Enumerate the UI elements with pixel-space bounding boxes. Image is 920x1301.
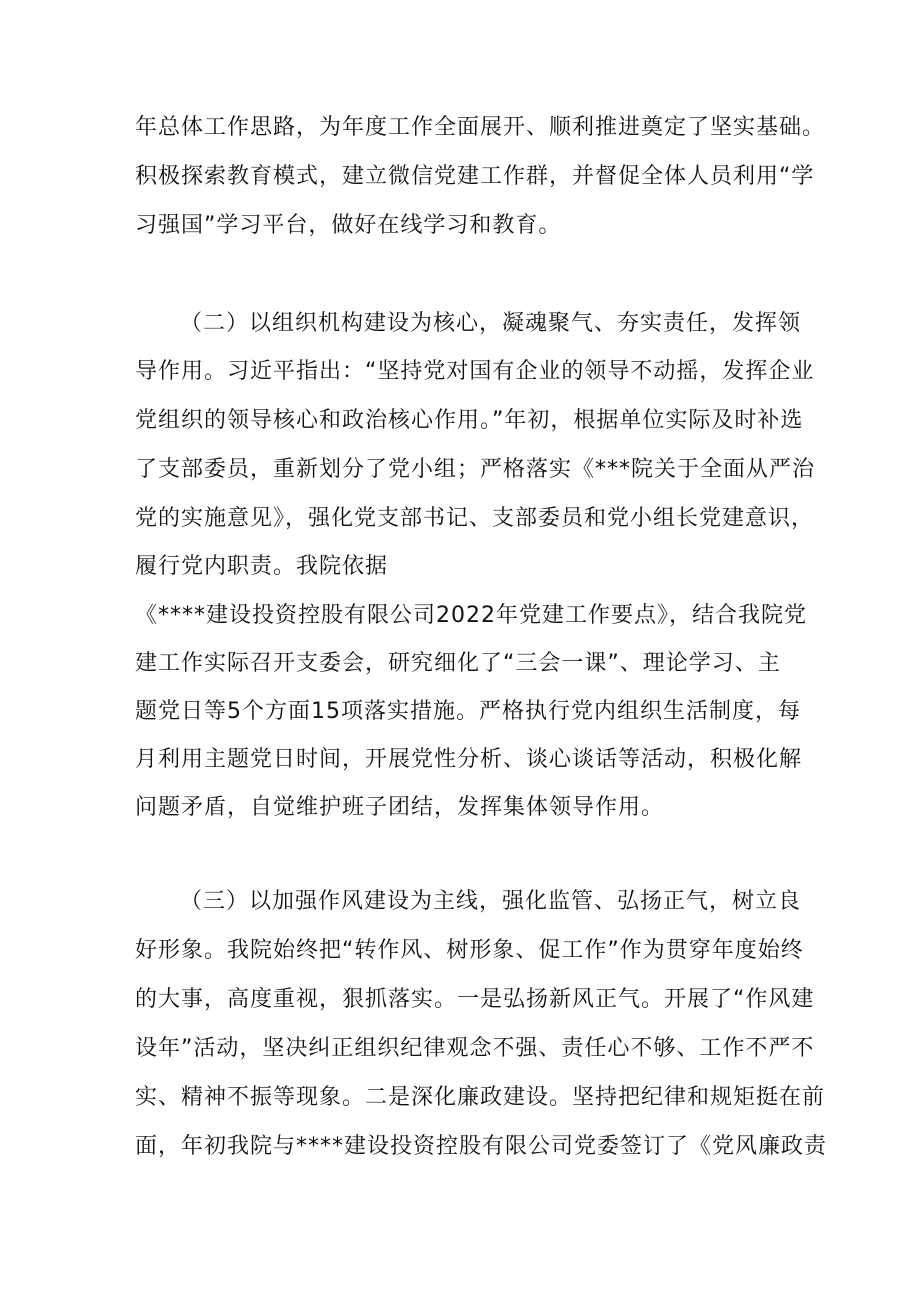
text-line: 《****建设投资控股有限公司2022年党建工作要点》，结合我院党 xyxy=(135,603,807,628)
text-line: 党的实施意见》，强化党支部书记、支部委员和党小组长党建意识， xyxy=(135,506,815,531)
text-line: 建工作实际召开支委会，研究细化了“三会一课”、理论学习、主 xyxy=(135,651,781,676)
paragraph-heading-line: （三）以加强作风建设为主线，强化监管、弘扬正气，树立良 xyxy=(180,889,802,914)
text-line: 的大事，高度重视，狠抓落实。一是弘扬新风正气。开展了“作风建 xyxy=(135,987,815,1012)
text-line: 月利用主题党日时间，开展党性分析、谈心谈话等活动，积极化解 xyxy=(135,747,803,772)
paragraph-heading-line: （二）以组织机构建设为核心，凝魂聚气、夯实责任，发挥领 xyxy=(180,311,802,336)
text-line: 履行党内职责。我院依据 xyxy=(135,554,389,579)
text-line: 党组织的领导核心和政治核心作用。”年初，根据单位实际及时补选 xyxy=(135,408,804,433)
text-line: 好形象。我院始终把“转作风、树形象、促工作”作为贯穿年度始终 xyxy=(135,938,804,963)
text-line: 习强国”学习平台，做好在线学习和教育。 xyxy=(135,213,562,238)
text-line: 年总体工作思路，为年度工作全面展开、顺利推进奠定了坚实基础。 xyxy=(135,115,826,140)
text-line: 设年”活动，坚决纠正组织纪律观念不强、责任心不够、工作不严不 xyxy=(135,1036,815,1061)
text-line: 问题矛盾，自觉维护班子团结，发挥集体领导作用。 xyxy=(135,795,665,820)
text-line: 导作用。习近平指出：“坚持党对国有企业的领导不动摇，发挥企业 xyxy=(135,359,815,384)
text-line: 积极探索教育模式，建立微信党建工作群，并督促全体人员利用“学 xyxy=(135,164,815,189)
text-line: 面，年初我院与****建设投资控股有限公司党委签订了《党风廉政责 xyxy=(135,1134,828,1159)
text-line: 了支部委员，重新划分了党小组；严格落实《***院关于全面从严治 xyxy=(135,457,816,482)
text-line: 题党日等5个方面15项落实措施。严格执行党内组织生活制度，每 xyxy=(135,699,801,724)
text-line: 实、精神不振等现象。二是深化廉政建设。坚持把纪律和规矩挺在前 xyxy=(135,1085,826,1110)
